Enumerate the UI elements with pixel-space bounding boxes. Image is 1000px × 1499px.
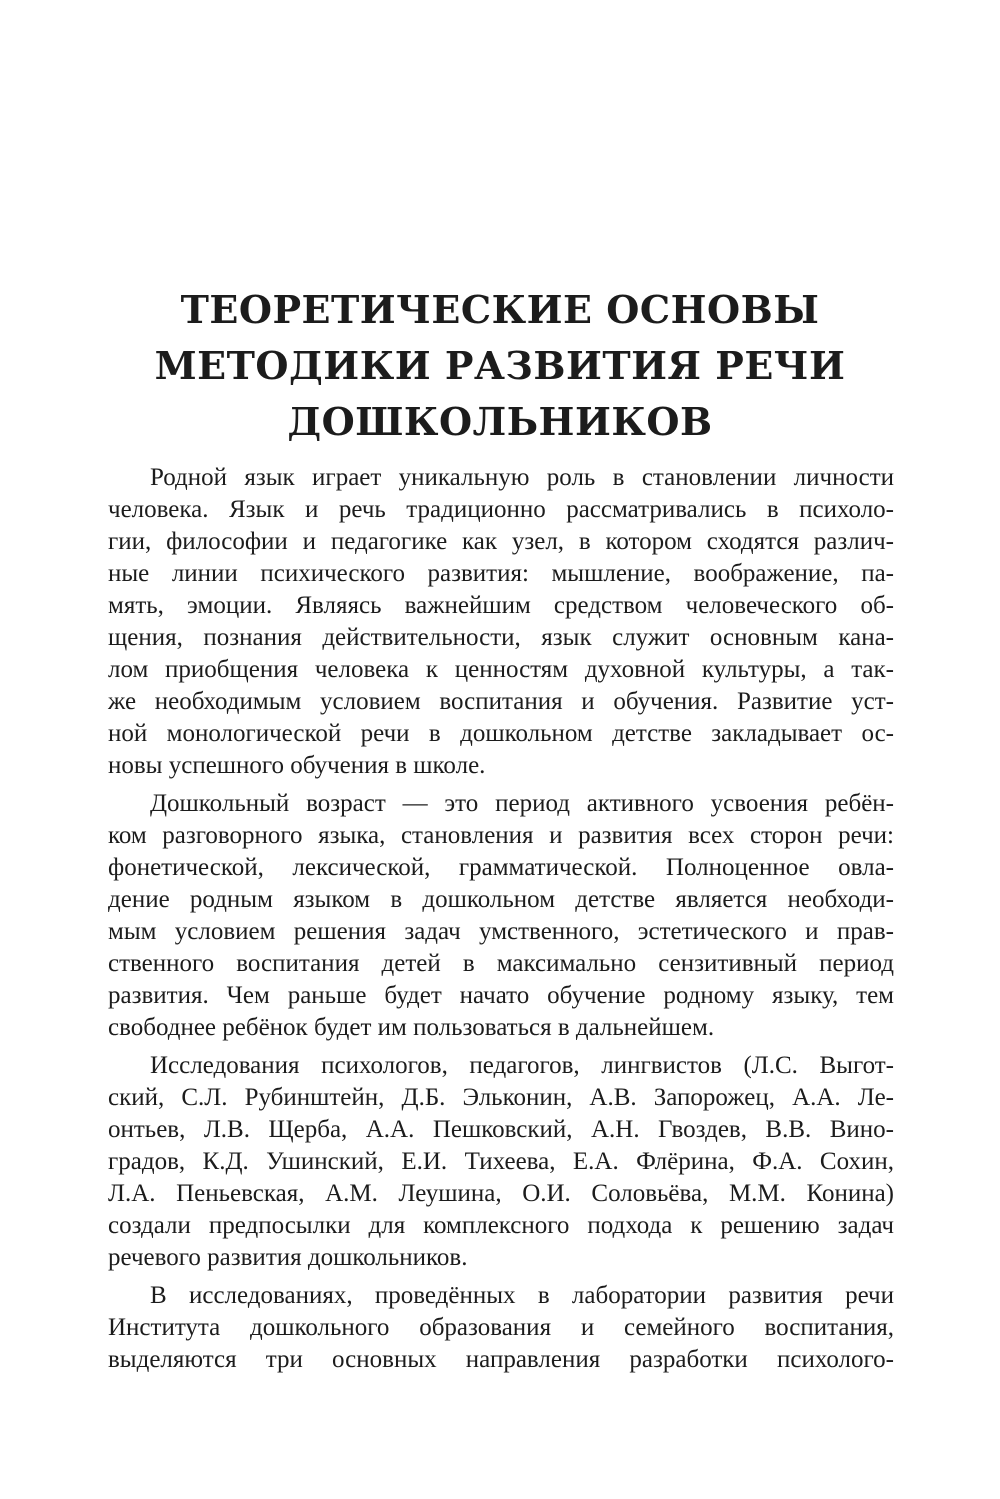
text-line: речевого развития дошкольников.	[108, 1244, 468, 1271]
paragraph-2	[108, 788, 894, 1044]
text-line: человека. Язык и речь традиционно рассматривались в психоло-	[108, 496, 894, 523]
text-line: создали предпосылки для комплексного подхода к решению задач	[108, 1212, 894, 1239]
text-line: ком разговорного языка, становления и развития всех сторон речи:	[108, 822, 894, 849]
body-text	[108, 462, 894, 1382]
text-line: Исследования психологов, педагогов, лингвистов (Л.С. Выгот-	[150, 1052, 894, 1079]
text-line: градов, К.Д. Ушинский, Е.И. Тихеева, Е.А. Флёрина, Ф.А. Сохин,	[108, 1148, 894, 1175]
chapter-title-line: МЕТОДИКИ РАЗВИТИЯ РЕЧИ	[154, 343, 846, 388]
text-line: ственного воспитания детей в максимально сензитивный период	[108, 950, 894, 977]
text-line: ной монологической речи в дошкольном детстве закладывает ос-	[108, 720, 894, 747]
text-line: онтьев, Л.В. Щерба, А.А. Пешковский, А.Н. Гвоздев, В.В. Вино-	[108, 1116, 894, 1143]
text-line: В исследованиях, проведённых в лаборатории развития речи	[150, 1282, 894, 1309]
text-line: свободнее ребёнок будет им пользоваться в дальнейшем.	[108, 1014, 715, 1041]
text-line: выделяются три основных направления разработки психолого-	[108, 1346, 894, 1373]
text-line: же необходимым условием воспитания и обучения. Развитие уст-	[108, 688, 894, 715]
chapter-title-line: ДОШКОЛЬНИКОВ	[287, 399, 713, 444]
text-line: фонетической, лексической, грамматической. Полноценное овла-	[108, 854, 894, 881]
text-line: ский, С.Л. Рубинштейн, Д.Б. Эльконин, А.В. Запорожец, А.А. Ле-	[108, 1084, 894, 1111]
text-line: новы успешного обучения в школе.	[108, 752, 486, 779]
paragraph-4	[108, 1280, 894, 1376]
text-line: Института дошкольного образования и семейного воспитания,	[108, 1314, 894, 1341]
text-line: дение родным языком в дошкольном детстве является необходи-	[108, 886, 894, 913]
text-line: гии, философии и педагогике как узел, в котором сходятся различ-	[108, 528, 894, 555]
chapter-title	[100, 282, 900, 450]
text-line: Родной язык играет уникальную роль в становлении личности	[150, 464, 894, 491]
text-line: Дошкольный возраст — это период активного усвоения ребён-	[150, 790, 894, 817]
text-line: щения, познания действительности, язык служит основным кана-	[108, 624, 894, 651]
chapter-title-line: ТЕОРЕТИЧЕСКИЕ ОСНОВЫ	[180, 287, 820, 332]
paragraph-1	[108, 462, 894, 782]
text-line: лом приобщения человека к ценностям духовной культуры, а так-	[108, 656, 894, 683]
text-line: ные линии психического развития: мышление, воображение, па-	[108, 560, 894, 587]
text-line: мым условием решения задач умственного, эстетического и прав-	[108, 918, 894, 945]
paragraph-3	[108, 1050, 894, 1274]
text-line: мять, эмоции. Являясь важнейшим средством человеческого об-	[108, 592, 894, 619]
text-line: развития. Чем раньше будет начато обучение родному языку, тем	[108, 982, 894, 1009]
text-line: Л.А. Пеньевская, А.М. Леушина, О.И. Соловьёва, М.М. Конина)	[108, 1180, 894, 1207]
